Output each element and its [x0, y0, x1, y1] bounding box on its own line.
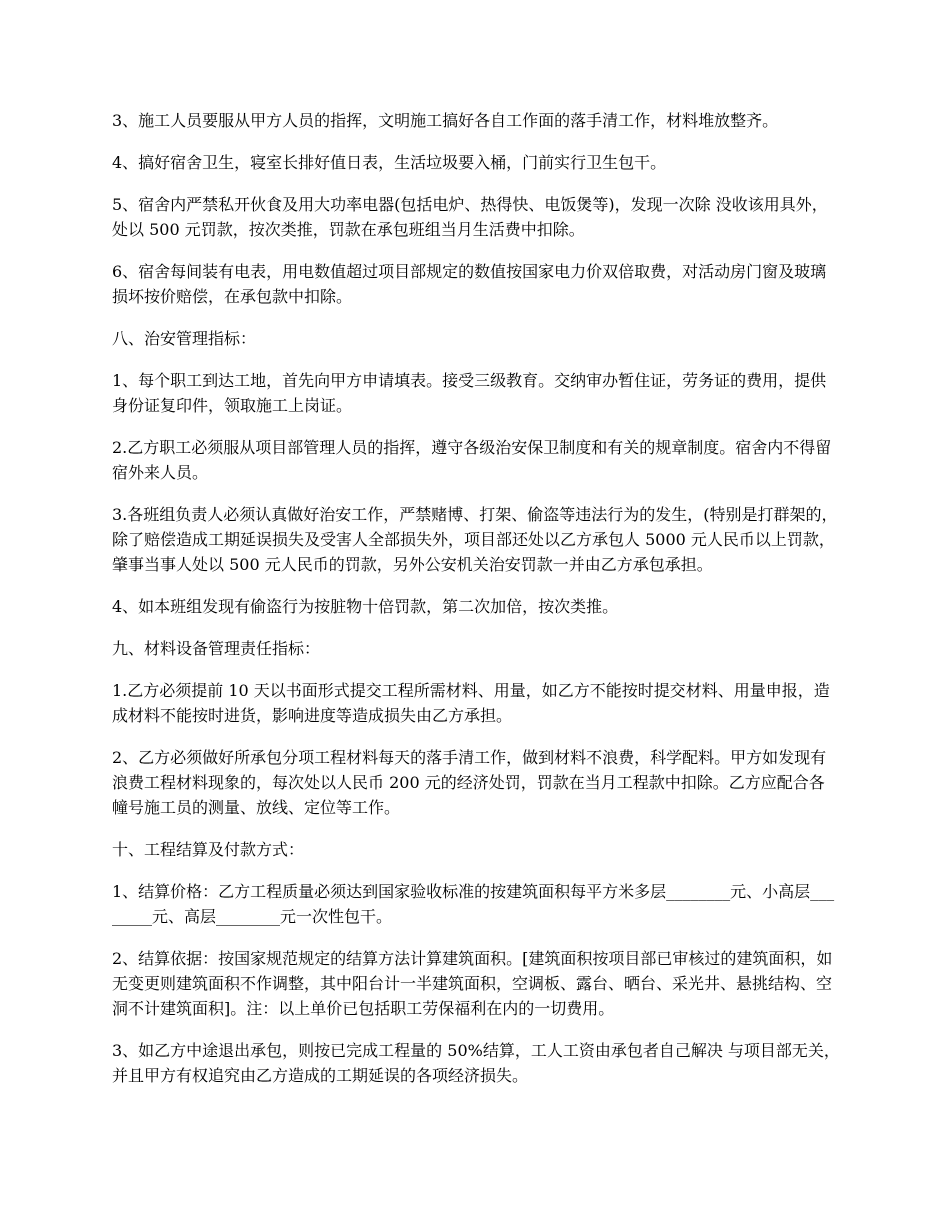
paragraph-settlement-clause-2: 2、结算依据：按国家规范规定的结算方法计算建筑面积。[建筑面积按项目部已审核过的建筑面积，如无变更则建筑面积不作调整，其中阳台计一半建筑面积，空调板、露台、晒台、采光井、悬挑结构、空洞不计建筑面积]。注：以上单价已包括职工劳保福利在内的一切费用。 — [112, 949, 833, 1018]
paragraph-dorm-clause-3: 3、施工人员要服从甲方人员的指挥，文明施工搞好各自工作面的落手清工作，材料堆放整齐。 — [112, 111, 779, 130]
paragraph-security-clause-1: 1、每个职工到达工地，首先向甲方申请填表。接受三级教育。交纳审办暂住证，劳务证的费用，提供身份证复印件，领取施工上岗证。 — [112, 371, 827, 415]
paragraph-security-clause-4: 4、如本班组发现有偷盗行为按脏物十倍罚款，第二次加倍，按次类推。 — [112, 597, 619, 616]
paragraph-dorm-clause-6: 6、宿舍每间装有电表，用电数值超过项目部规定的数值按国家电力价双倍取费，对活动房门窗及玻璃损坏按价赔偿，在承包款中扣除。 — [112, 262, 827, 306]
paragraph-settlement-clause-1: 1、结算价格：乙方工程质量必须达到国家验收标准的按建筑面积每平方米多层________元、小高层________元、高层________元一次性包干。 — [112, 882, 835, 926]
section-heading-security: 八、治安管理指标： — [112, 329, 257, 348]
paragraph-security-clause-2: 2.乙方职工必须服从项目部管理人员的指挥，遵守各级治安保卫制度和有关的规章制度。宿舍内不得留宿外来人员。 — [112, 438, 832, 482]
section-heading-settlement: 十、工程结算及付款方式： — [112, 840, 305, 859]
paragraph-security-clause-3: 3.各班组负责人必须认真做好治安工作，严禁赌博、打架、偷盗等违法行为的发生，(特别是打群架的，除了赔偿造成工期延误损失及受害人全部损失外，项目部还处以乙方承包人 5000 元人民币以上罚款，肇事当事人处以 500 元人民币的罚款，另外公安机关治安罚款一并由乙方承包承担。 — [112, 505, 838, 574]
document-page — [112, 108, 840, 1105]
paragraph-materials-clause-2: 2、乙方必须做好所承包分项工程材料每天的落手清工作，做到材料不浪费，科学配料。甲方如发现有浪费工程材料现象的，每次处以人民币 200 元的经济处罚，罚款在当月工程款中扣除。乙方应配合各幢号施工员的测量、放线、定位等工作。 — [112, 748, 827, 817]
paragraph-materials-clause-1: 1.乙方必须提前 10 天以书面形式提交工程所需材料、用量，如乙方不能按时提交材料、用量申报，造成材料不能按时进货，影响进度等造成损失由乙方承担。 — [112, 681, 830, 725]
paragraph-dorm-clause-4: 4、搞好宿舍卫生，寝室长排好值日表，生活垃圾要入桶，门前实行卫生包干。 — [112, 153, 667, 172]
paragraph-dorm-clause-5: 5、宿舍内严禁私开伙食及用大功率电器(包括电炉、热得快、电饭煲等)，发现一次除 没收该用具外，处以 500 元罚款，按次类推，罚款在承包班组当月生活费中扣除。 — [112, 195, 828, 239]
section-heading-materials: 九、材料设备管理责任指标： — [112, 639, 321, 658]
paragraph-settlement-clause-3: 3、如乙方中途退出承包，则按已完成工程量的 50%结算，工人工资由承包者自己解决 与项目部无关，并且甲方有权追究由乙方造成的工期延误的各项经济损失。 — [112, 1041, 840, 1085]
